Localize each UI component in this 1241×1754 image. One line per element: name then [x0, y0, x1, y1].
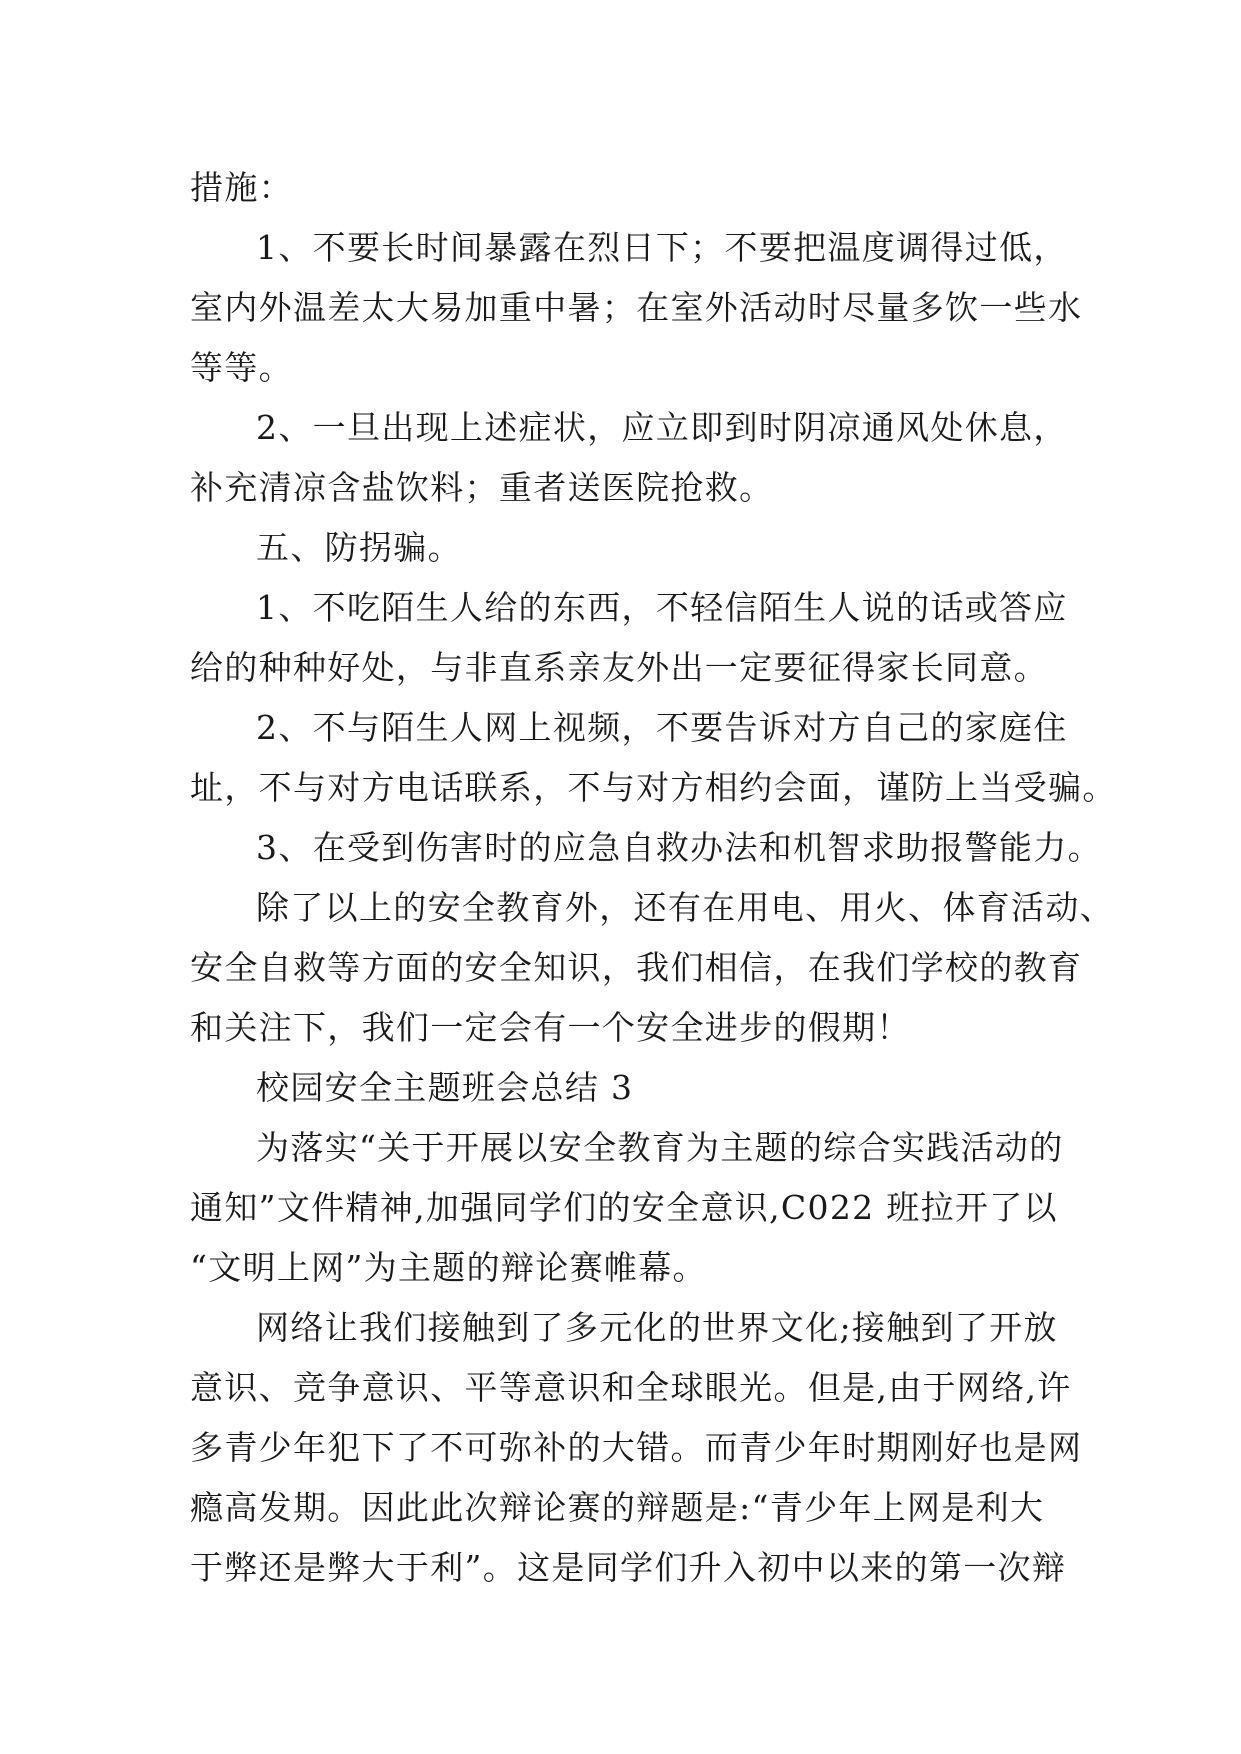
- text-line: 2、不与陌生人网上视频，不要告诉对方自己的家庭住: [256, 708, 1068, 747]
- text-line: 网络让我们接触到了多元化的世界文化;接触到了开放: [256, 1308, 1058, 1347]
- text-line: 于弊还是弊大于利”。这是同学们升入初中以来的第一次辩: [190, 1548, 1067, 1587]
- text-line: 1、不吃陌生人给的东西，不轻信陌生人说的话或答应: [256, 588, 1068, 627]
- section-heading: 五、防拐骗。: [256, 528, 462, 567]
- text-line: 和关注下，我们一定会有一个安全进步的假期！: [190, 1008, 911, 1047]
- text-line: 安全自救等方面的安全知识，我们相信，在我们学校的教育: [190, 948, 1083, 987]
- text-line: 室内外温差太大易加重中暑；在室外活动时尽量多饮一些水: [190, 288, 1083, 327]
- text-line: 2、一旦出现上述症状，应立即到时阴凉通风处休息，: [256, 408, 1068, 447]
- section-heading: 校园安全主题班会总结 3: [256, 1068, 634, 1107]
- text-line: 瘾高发期。因此此次辩论赛的辩题是:“青少年上网是利大: [190, 1488, 1045, 1527]
- text-line: 意识、竞争意识、平等意识和全球眼光。但是,由于网络,许: [190, 1368, 1072, 1407]
- document-body: [190, 158, 1117, 1598]
- text-line: 给的种种好处，与非直系亲友外出一定要征得家长同意。: [190, 648, 1048, 687]
- text-line: 3、在受到伤害时的应急自救办法和机智求助报警能力。: [256, 828, 1102, 867]
- text-line: 多青少年犯下了不可弥补的大错。而青少年时期刚好也是网: [190, 1428, 1083, 1467]
- text-line: 通知”文件精神,加强同学们的安全意识,C022 班拉开了以: [190, 1188, 1058, 1227]
- text-line: “文明上网”为主题的辩论赛帷幕。: [190, 1248, 707, 1287]
- text-line: 补充清凉含盐饮料；重者送医院抢救。: [190, 468, 774, 507]
- text-line: 为落实“关于开展以安全教育为主题的综合实践活动的: [256, 1128, 1064, 1167]
- text-line: 措施：: [190, 168, 293, 207]
- text-line: 等等。: [190, 348, 293, 387]
- text-line: 1、不要长时间暴露在烈日下；不要把温度调得过低，: [256, 228, 1068, 267]
- text-line: 除了以上的安全教育外，还有在用电、用火、体育活动、: [256, 888, 1114, 927]
- text-line: 址，不与对方电话联系，不与对方相约会面，谨防上当受骗。: [190, 768, 1117, 807]
